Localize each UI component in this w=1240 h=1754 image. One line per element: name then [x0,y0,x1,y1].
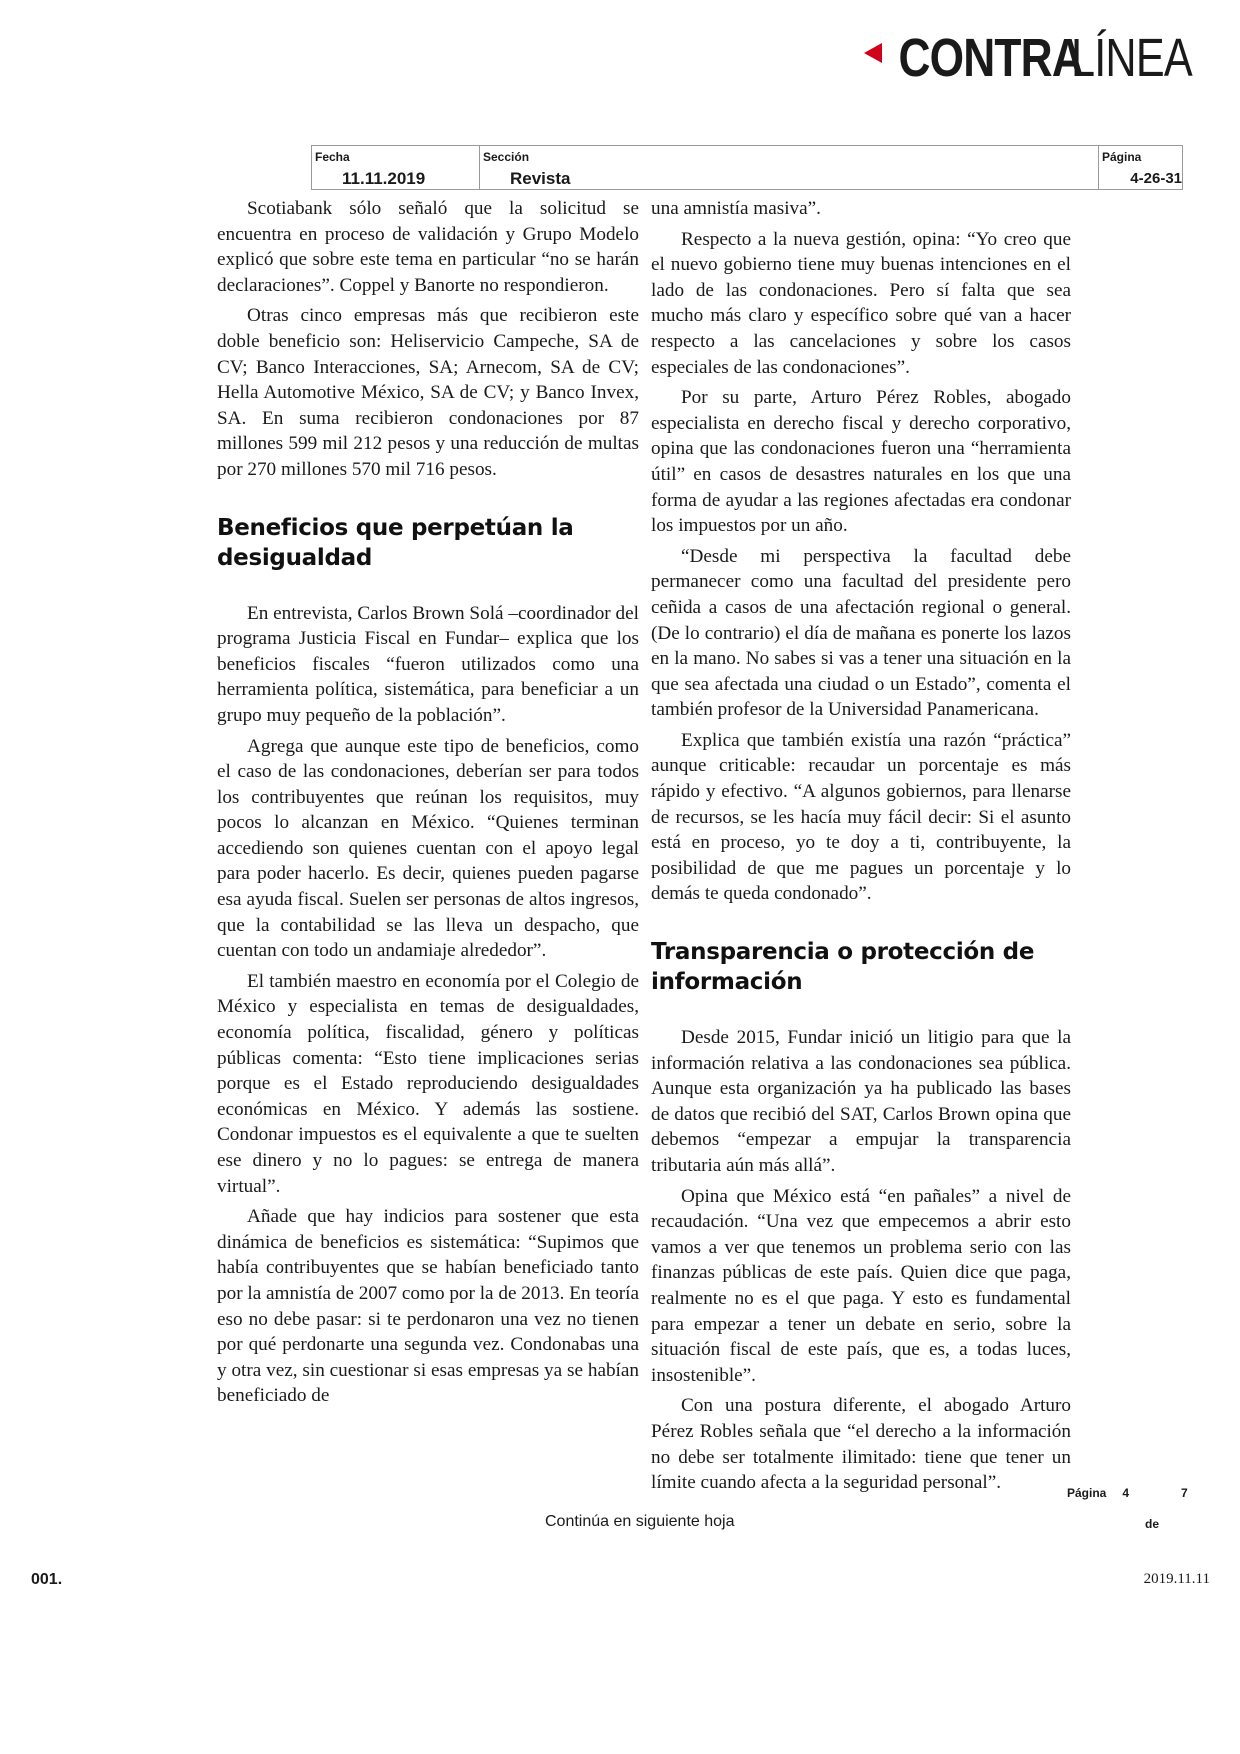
article-paragraph: Otras cinco empresas más que recibieron este doble beneficio son: Heliservicio Campeche, SA de CV; Banco Interacciones, SA; Arnecom, SA de CV; Hella Automotive México, SA de CV; y Banco Invex, SA. En suma recibieron condonaciones por 87 millones 599 mil 212 pesos y una reducción de multas por 270 millones 570 mil 716 pesos. [217,305,639,480]
article-column-right [651,196,1071,1501]
article-paragraph: En entrevista, Carlos Brown Solá –coordinador del programa Justicia Fiscal en Fundar– explica que los beneficios fiscales “fueron utilizados como una herramienta política, sistemática, para beneficiar a un grupo muy pequeño de la población”. [217,602,639,726]
article-paragraph: Scotiabank sólo señaló que la solicitud se encuentra en proceso de validación y Grupo Modelo explicó que sobre este tema en particular “no se harán declaraciones”. Coppel y Banorte no respondieron. [217,198,639,296]
pagina-cell [1098,146,1184,189]
page-counter-label: Página [1067,1486,1107,1500]
seccion-value: Revista [510,169,571,188]
article-paragraph: Añade que hay indicios para sostener que esta dinámica de beneficios es sistemática: “Supimos que había contribuyentes que se habían beneficiado tanto por la amnistía de 2007 como por la de 2013. En teoría eso no debe pasar: si te perdonaron una vez no tienen por qué perdonarte una segunda vez. Condonabas una y otra vez, sin cuestionar si esas empresas ya se habían beneficiado de [217,1206,640,1407]
seccion-cell [480,146,1098,189]
section-heading: Beneficios que perpetúan la desigualdad [217,514,574,571]
page-of-label: de [1145,1517,1160,1531]
logo-bold-text: CONTRA [898,28,1083,88]
page-total: 7 [1181,1486,1188,1500]
contralinea-logo [858,30,1222,86]
article-paragraph: El también maestro en economía por el Colegio de México y especialista en temas de desigualdades, economía política, fiscalidad, género y políticas públicas comenta: “Esto tiene implicaciones serias porque es el Estado reproduciendo desigualdades económicas en México. Y además las sostiene. Condonar impuestos es el equivalente a que te suelten ese dinero y no lo pagues: se entrega de manera virtual”. [217,970,639,1197]
pagina-value: 4-26-31 [1130,170,1182,187]
article-paragraph: “Desde mi perspectiva la facultad debe permanecer como una facultad del presidente pero ceñida a casos de una afectación regional o general. (De lo contrario) el día de mañana es ponerte los lazos en la mano. No sabes si vas a tener una situación en la que sea afectada una ciudad o un Estado”, comenta el también profesor de la Universidad Panamericana. [651,545,1071,721]
article-paragraph: Con una postura diferente, el abogado Arturo Pérez Robles señala que “el derecho a la información no debe ser totalmente ilimitado: tiene que tener un límite cuando afecta a la seguridad personal”. [651,1395,1071,1494]
article-column-left [217,196,639,1414]
document-code: 001. [31,1571,63,1588]
article-paragraph: Respecto a la nueva gestión, opina: “Yo creo que el nuevo gobierno tiene muy buenas intenciones en el lado de las condonaciones. Pero sí falta que sea mucho más claro y específico sobre qué van a hacer respecto a las cancelaciones y sobre los casos especiales de las condonaciones”. [651,228,1071,378]
fecha-cell [312,146,480,189]
footer-date: 2019.11.11 [1143,1571,1210,1587]
logo-mark [858,28,1083,88]
article-paragraph: Por su parte, Arturo Pérez Robles, abogado especialista en derecho fiscal y derecho corporativo, opina que las condonaciones fueron una “herramienta útil” en casos de desastres naturales en los que una forma de ayudar a las regiones afectadas era condonar los impuestos por un año. [651,387,1071,537]
fecha-label: Fecha [315,150,350,164]
continue-notice: Continúa en siguiente hoja [545,1513,735,1530]
metadata-header [311,145,1183,190]
red-arrow-icon [864,43,882,63]
section-heading: Transparencia o protección de información [651,939,1035,996]
pagina-label: Página [1102,150,1142,164]
logo-thin-text: LÍNEA [1070,28,1192,88]
page-counter [1067,1486,1188,1500]
article-paragraph: Explica que también existía una razón “práctica” aunque criticable: recaudar un porcentaje es más rápido y efectivo. “A algunos gobiernos, para llenarse de recursos, se les hacía muy fácil decir: Si el asunto está en proceso, yo te doy a ti, contribuyente, la posibilidad de que me pagues un porcentaje y lo demás te queda condonado”. [651,729,1071,905]
article-paragraph: Agrega que aunque este tipo de beneficios, como el caso de las condonaciones, deberían ser para todos los contribuyentes que reúnan los requisitos, muy pocos lo alcanzan en México. “Quienes terminan accediendo son quienes cuentan con el apoyo legal para poder hacerlo. Es decir, quienes pueden pagarse esa ayuda fiscal. Suelen ser personas de altos ingresos, que la contabilidad se las lleva un despacho, que cuentan con todo un andamiaje alrededor”. [217,735,639,962]
article-paragraph: una amnistía masiva”. [651,198,821,219]
article-paragraph: Desde 2015, Fundar inició un litigio para que la información relativa a las condonaciones sea pública. Aunque esta organización ya ha publicado las bases de datos que recibió del SAT, Carlos Brown opina que debemos “empezar a empujar la transparencia tributaria aún más allá”. [651,1027,1071,1176]
page-current: 4 [1122,1486,1130,1500]
seccion-label: Sección [483,150,530,164]
article-paragraph: Opina que México está “en pañales” a nivel de recaudación. “Una vez que empecemos a abrir esto vamos a ver que tenemos un problema serio con las finanzas públicas de este país. Quien dice que paga, realmente no es el que paga. Y esto es fundamental para empezar a tener un debate en serio, sobre la situación fiscal de este país, que es, a todas luces, insostenible”. [651,1185,1071,1386]
fecha-value: 11.11.2019 [342,169,426,188]
